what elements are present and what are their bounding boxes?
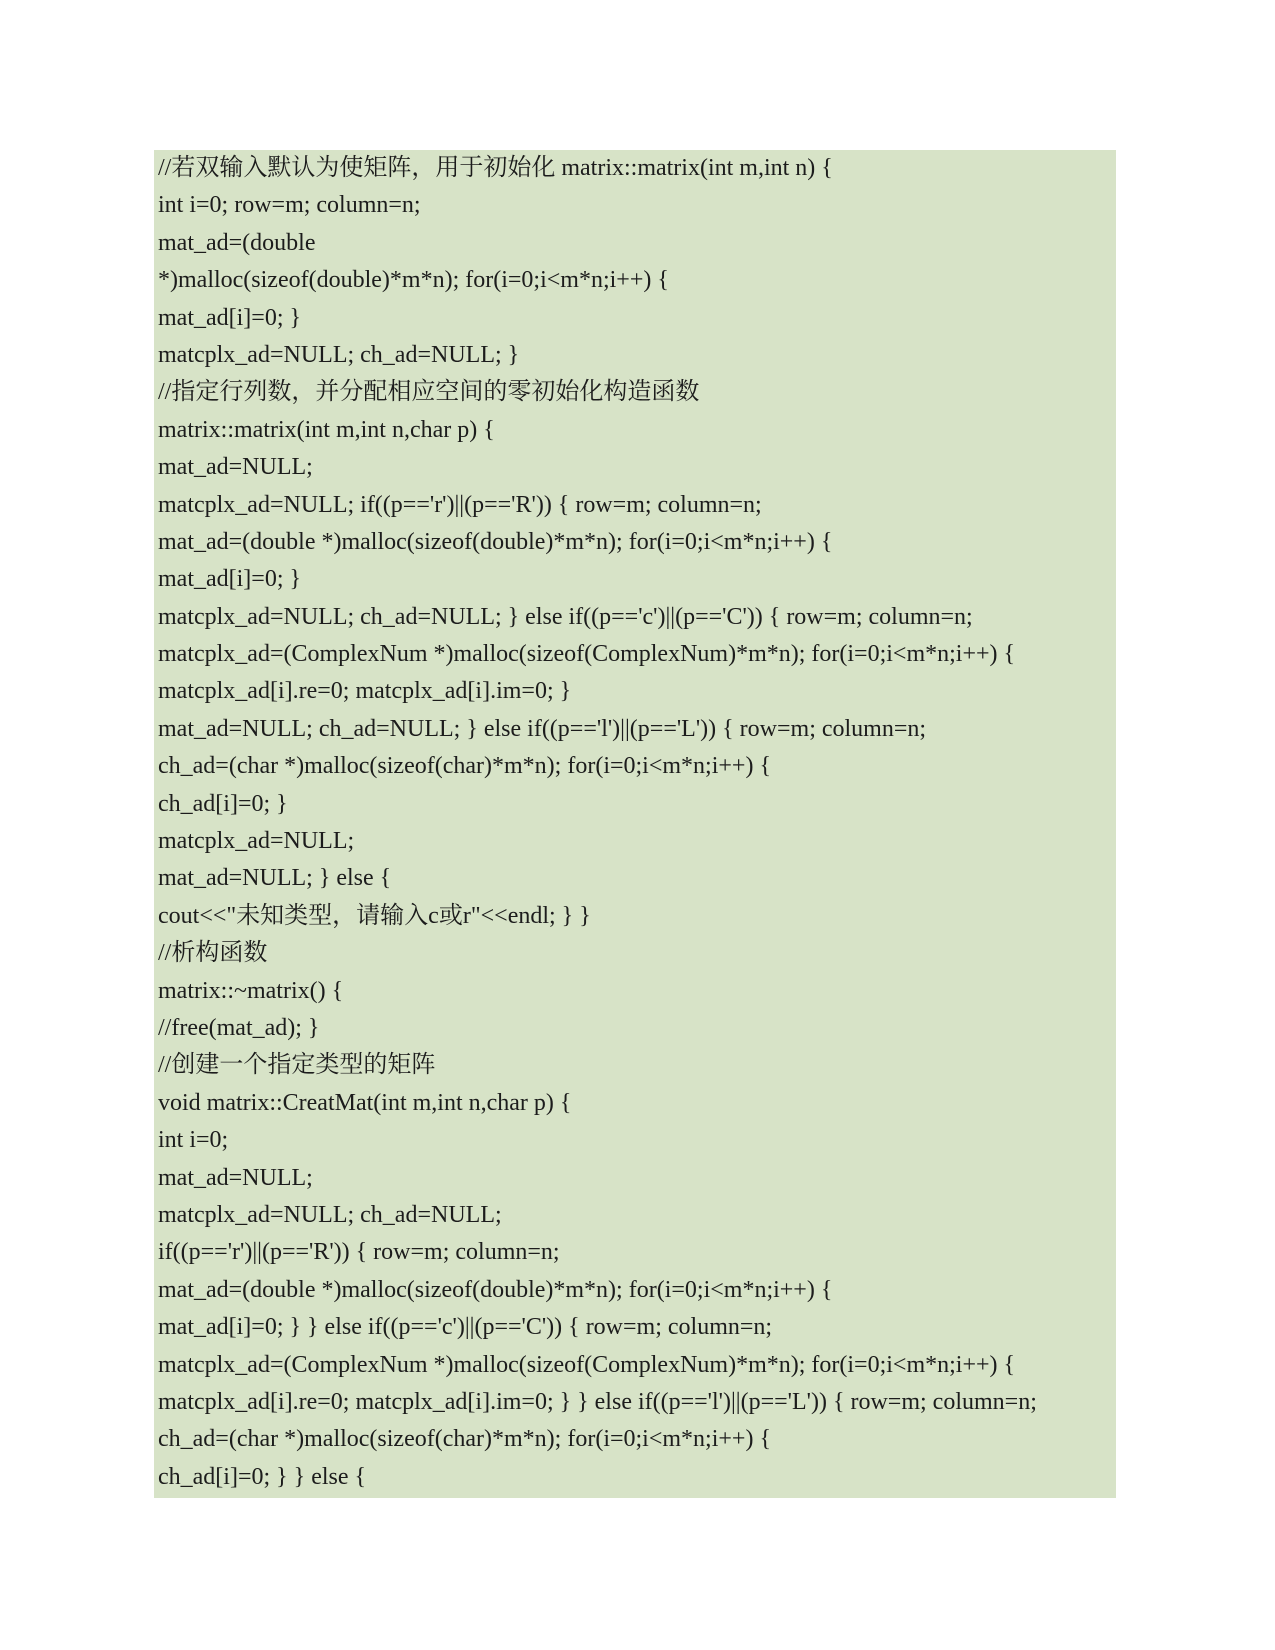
code-line: mat_ad=NULL; <box>158 454 313 481</box>
code-line: matcplx_ad=NULL; if((p=='r')||(p=='R')) { row=m; column=n; <box>158 491 762 518</box>
code-line: *)malloc(sizeof(double)*m*n); for(i=0;i<m*n;i++) { <box>158 267 669 294</box>
code-line: mat_ad=(double <box>158 229 316 256</box>
code-line: mat_ad[i]=0; } } else if((p=='c')||(p=='C')) { row=m; column=n; <box>158 1314 773 1341</box>
code-line: ch_ad[i]=0; } <box>158 790 288 817</box>
code-line: matcplx_ad=NULL; ch_ad=NULL; <box>158 1201 502 1228</box>
code-line: mat_ad=(double *)malloc(sizeof(double)*m*n); for(i=0;i<m*n;i++) { <box>158 528 833 555</box>
code-line: ch_ad=(char *)malloc(sizeof(char)*m*n); for(i=0;i<m*n;i++) { <box>158 753 771 780</box>
code-line: mat_ad[i]=0; } <box>158 304 302 331</box>
code-block <box>154 150 1116 1498</box>
code-line: int i=0; row=m; column=n; <box>158 192 421 219</box>
code-line: //指定行列数，并分配相应空间的零初始化构造函数 <box>158 379 700 406</box>
code-line: mat_ad=NULL; <box>158 1164 313 1191</box>
code-line: mat_ad=NULL; } else { <box>158 865 392 892</box>
code-line: mat_ad=(double *)malloc(sizeof(double)*m*n); for(i=0;i<m*n;i++) { <box>158 1276 833 1303</box>
code-line: //若双输入默认为使矩阵，用于初始化 matrix::matrix(int m,int n) { <box>158 155 833 181</box>
code-line: matrix::matrix(int m,int n,char p) { <box>158 416 495 443</box>
code-line: matcplx_ad=NULL; <box>158 828 355 855</box>
code-line: matcplx_ad=(ComplexNum *)malloc(sizeof(ComplexNum)*m*n); for(i=0;i<m*n;i++) { <box>158 1351 1016 1378</box>
code-line: //析构函数 <box>158 940 268 967</box>
code-line: ch_ad[i]=0; } } else { <box>158 1463 367 1490</box>
code-line: mat_ad[i]=0; } <box>158 566 302 593</box>
code-line: ch_ad=(char *)malloc(sizeof(char)*m*n); for(i=0;i<m*n;i++) { <box>158 1426 771 1453</box>
code-line: mat_ad=NULL; ch_ad=NULL; } else if((p=='l')||(p=='L')) { row=m; column=n; <box>158 715 927 742</box>
code-line: if((p=='r')||(p=='R')) { row=m; column=n; <box>158 1239 560 1266</box>
code-line: matcplx_ad[i].re=0; matcplx_ad[i].im=0; } } else if((p=='l')||(p=='L')) { row=m; column=n; <box>158 1388 1037 1415</box>
code-line: void matrix::CreatMat(int m,int n,char p) { <box>158 1089 572 1116</box>
code-line: matcplx_ad[i].re=0; matcplx_ad[i].im=0; } <box>158 678 572 705</box>
code-line: //创建一个指定类型的矩阵 <box>158 1052 436 1079</box>
code-line: matcplx_ad=(ComplexNum *)malloc(sizeof(ComplexNum)*m*n); for(i=0;i<m*n;i++) { <box>158 641 1016 668</box>
code-line: cout<<"未知类型，请输入c或r"<<endl; } } <box>158 902 591 929</box>
code-line: matcplx_ad=NULL; ch_ad=NULL; } <box>158 341 520 368</box>
code-line: matrix::~matrix() { <box>158 977 344 1004</box>
code-line: int i=0; <box>158 1127 229 1154</box>
code-line: matcplx_ad=NULL; ch_ad=NULL; } else if((p=='c')||(p=='C')) { row=m; column=n; <box>158 603 973 630</box>
code-line: //free(mat_ad); } <box>158 1014 320 1041</box>
